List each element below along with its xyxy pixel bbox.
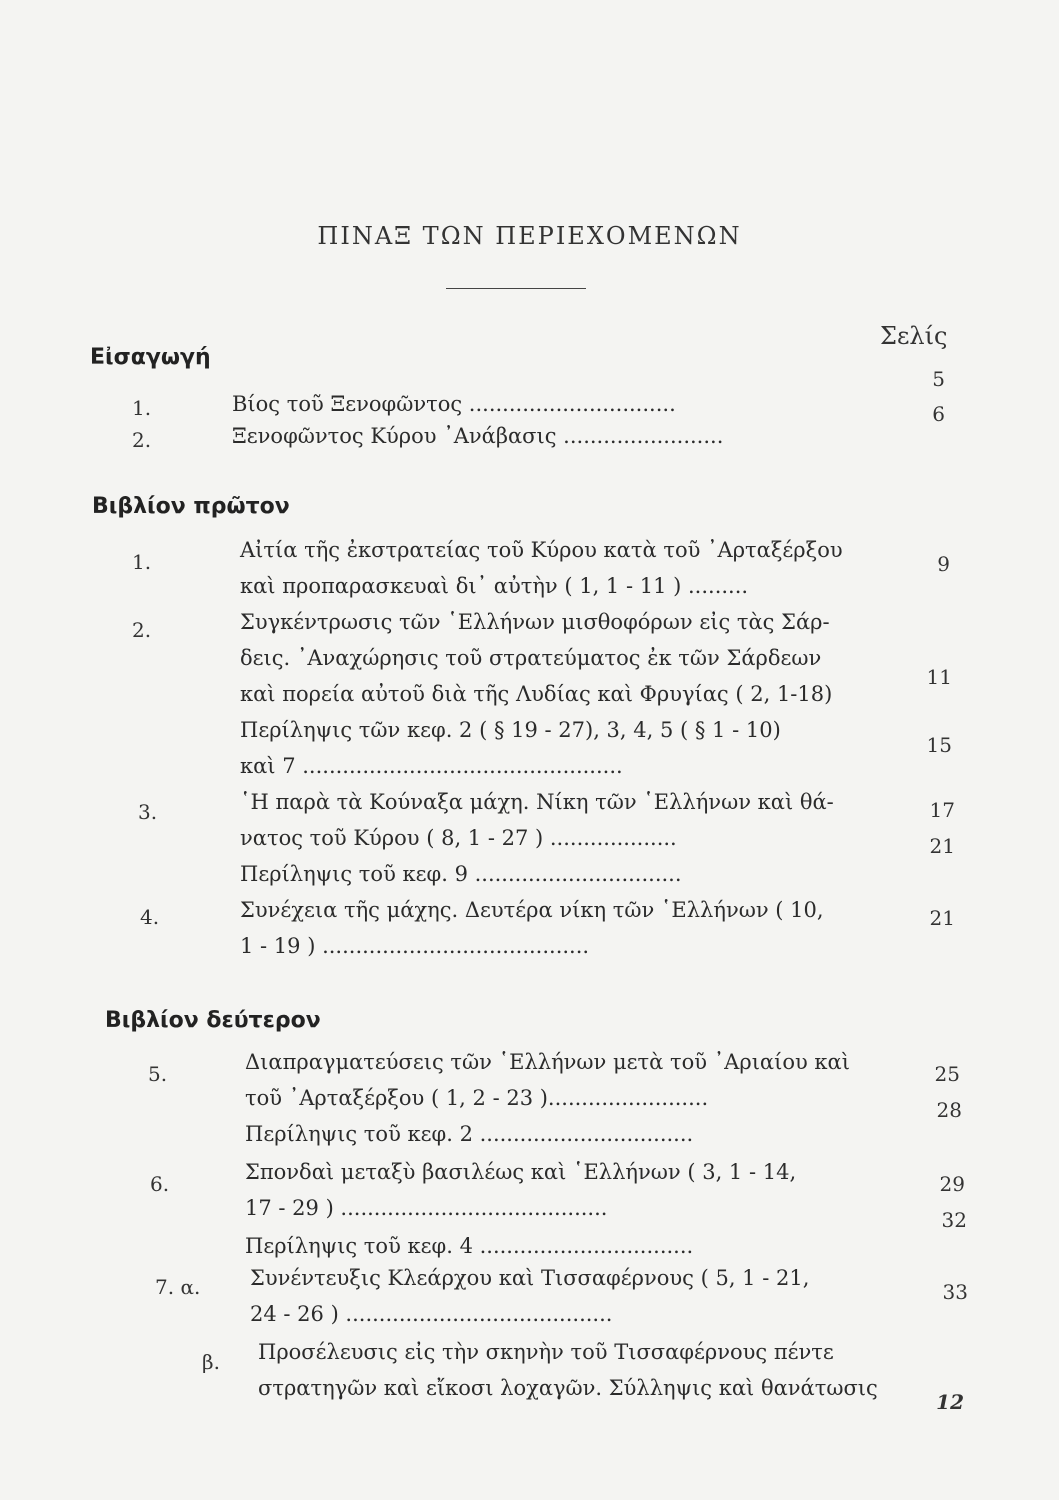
entry-line: ῾Η παρὰ τὰ Κούναξα μάχη. Νίκη τῶν ῾Ελλήνων καὶ θά-: [240, 790, 834, 814]
entry-number: 5.: [148, 1062, 168, 1086]
entry-line: 1 - 19 ) ........................................: [240, 934, 590, 958]
entry-page: 6: [932, 402, 945, 426]
section-heading-book-two: Βιβλίον δεύτερον: [105, 1008, 321, 1033]
entry-line: νατος τοῦ Κύρου ( 8, 1 - 27 ) ...................: [240, 826, 677, 850]
entry-line: Περίληψις τοῦ κεφ. 2 ................................: [245, 1122, 694, 1146]
section-heading-introduction: Εἰσαγωγή: [90, 345, 211, 370]
entry-page: 9: [937, 552, 950, 576]
entry-line: Περίληψις τοῦ κεφ. 4 ................................: [245, 1234, 694, 1258]
title-rule: [446, 288, 586, 289]
folio-number: 12: [936, 1390, 964, 1414]
entry-line: καὶ πορεία αὐτοῦ διὰ τῆς Λυδίας καὶ Φρυγίας ( 2, 1-18): [240, 682, 833, 706]
entry-line: Συγκέντρωσις τῶν ῾Ελλήνων μισθοφόρων εἰς τὰς Σάρ-: [240, 610, 830, 634]
entry-line: Διαπραγματεύσεις τῶν ῾Ελλήνων μετὰ τοῦ ᾿Αριαίου καὶ: [245, 1050, 850, 1074]
entry-line: Περίληψις τῶν κεφ. 2 ( § 19 - 27), 3, 4, 5 ( § 1 - 10): [240, 718, 781, 742]
entry-line: τοῦ ᾿Αρταξέρξου ( 1, 2 - 23 )........................: [245, 1086, 709, 1110]
page-title: ΠΙΝΑΞ ΤΩΝ ΠΕΡΙΕΧΟΜΕΝΩΝ: [317, 222, 742, 250]
entry-line: 17 - 29 ) ........................................: [245, 1196, 608, 1220]
entry-number: 1.: [132, 396, 152, 420]
entry-line: Βίος τοῦ Ξενοφῶντος ...............................: [232, 392, 676, 416]
entry-line: καὶ προπαρασκευαὶ δι᾿ αὐτὴν ( 1, 1 - 11 ) .........: [240, 574, 749, 598]
entry-line: Περίληψις τοῦ κεφ. 9 ...............................: [240, 862, 682, 886]
entry-number: 7. α.: [155, 1275, 201, 1299]
entry-line: Συνέχεια τῆς μάχης. Δευτέρα νίκη τῶν ῾Ελλήνων ( 10,: [240, 898, 824, 922]
entry-line: Προσέλευσις εἰς τὴν σκηνὴν τοῦ Τισσαφέρνους πέντε: [258, 1340, 834, 1364]
entry-page: 11: [926, 665, 952, 689]
entry-number: 1.: [132, 550, 152, 574]
page-column-label: Σελίς: [880, 322, 948, 350]
entry-number: 4.: [140, 905, 160, 929]
entry-line: καὶ 7 ................................................: [240, 754, 623, 778]
entry-number: 3.: [138, 800, 158, 824]
entry-page: 17: [929, 798, 955, 822]
entry-page: 15: [926, 733, 952, 757]
entry-number: 2.: [132, 428, 152, 452]
entry-page: 33: [942, 1280, 968, 1304]
entry-page: 21: [929, 906, 955, 930]
entry-line: Ξενοφῶντος Κύρου ᾿Ανάβασις ........................: [232, 424, 724, 448]
entry-line: Αἰτία τῆς ἐκστρατείας τοῦ Κύρου κατὰ τοῦ ᾿Αρταξέρξου: [240, 538, 843, 562]
entry-line: Συνέντευξις Κλεάρχου καὶ Τισσαφέρνους ( 5, 1 - 21,: [250, 1266, 810, 1290]
entry-number: 6.: [150, 1172, 170, 1196]
entry-line: στρατηγῶν καὶ εἴκοσι λοχαγῶν. Σύλληψις καὶ θανάτωσις: [258, 1376, 878, 1400]
entry-number: 2.: [132, 618, 152, 642]
entry-page: 28: [936, 1098, 962, 1122]
entry-page: 29: [939, 1172, 965, 1196]
entry-number: β.: [202, 1350, 220, 1374]
entry-line: δεις. ᾿Αναχώρησις τοῦ στρατεύματος ἐκ τῶν Σάρδεων: [240, 646, 822, 670]
entry-page: 32: [941, 1208, 967, 1232]
entry-page: 5: [932, 367, 945, 391]
section-heading-book-one: Βιβλίον πρῶτον: [92, 494, 290, 519]
entry-page: 25: [934, 1062, 960, 1086]
entry-line: 24 - 26 ) ........................................: [250, 1302, 613, 1326]
entry-line: Σπονδαὶ μεταξὺ βασιλέως καὶ ῾Ελλήνων ( 3, 1 - 14,: [245, 1160, 797, 1184]
entry-page: 21: [929, 834, 955, 858]
